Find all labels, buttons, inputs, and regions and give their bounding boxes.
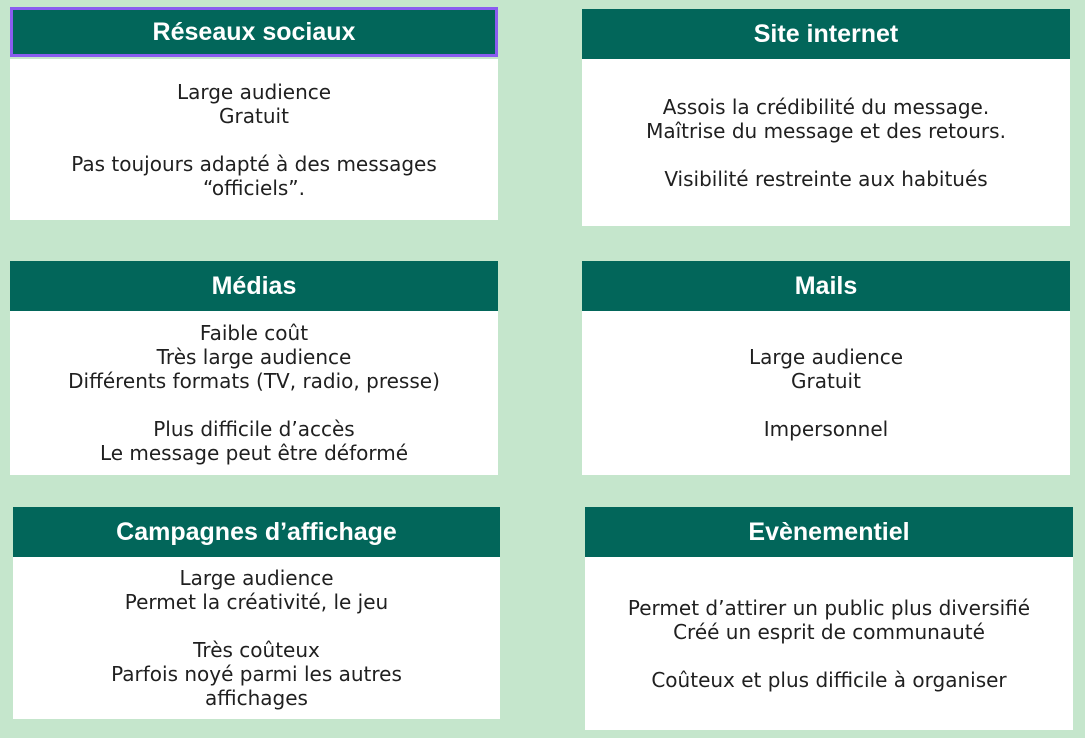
cons-list [111,638,402,710]
pros-list [177,80,331,128]
pro-item: Large audience [179,566,334,590]
pro-item: Assois la crédibilité du message. [662,94,990,119]
pros-list [628,596,1030,644]
con-item: Parfois noyé parmi les autres [111,662,402,686]
card-title: Médias [10,261,498,311]
pro-item: Large audience [176,79,332,104]
cons-list [651,668,1006,692]
con-item: Très coûteux [193,638,320,662]
con-item: Le message peut être déformé [99,441,409,465]
card-mails[interactable] [582,261,1070,475]
card-title: Campagnes d’affichage [13,507,500,557]
card-site-internet[interactable] [582,9,1070,226]
con-item: Plus difficile d’accès [153,417,355,441]
cons-list [764,417,888,441]
card-title: Réseaux sociaux [10,7,498,57]
con-item: Pas toujours adapté à des messages [71,151,437,176]
card-body [582,59,1070,226]
card-title: Evènementiel [585,507,1073,557]
pro-item: Large audience [748,345,904,369]
pro-item: Différents formats (TV, radio, presse) [68,369,440,393]
pro-item: Maîtrise du message et des retours. [646,118,1006,143]
con-item: Visibilité restreinte aux habitués [664,166,988,191]
cons-list [664,167,987,191]
pros-list [125,566,388,614]
card-reseaux-sociaux[interactable] [10,7,498,220]
card-body [582,311,1070,475]
card-body [10,311,498,475]
pros-list [646,95,1006,143]
pro-item: Faible coût [199,321,309,345]
pro-item: Permet d’attirer un public plus diversifié [627,595,1031,620]
con-item: Coûteux et plus difficile à organiser [651,667,1007,692]
pros-list [749,345,903,393]
con-item: Impersonnel [763,417,889,441]
con-item: affichages [205,686,308,710]
pro-item: Permet la créativité, le jeu [124,590,389,614]
card-body [585,557,1073,730]
pro-item: Gratuit [791,369,861,393]
con-item: “officiels”. [202,175,306,200]
cons-list [100,417,408,465]
card-body [10,59,498,220]
card-campagnes-affichage[interactable] [13,507,500,719]
card-title: Site internet [582,9,1070,59]
card-title: Mails [582,261,1070,311]
pro-item: Très large audience [156,345,352,369]
card-evenementiel[interactable] [585,507,1073,730]
pro-item: Créé un esprit de communauté [673,619,985,644]
cons-list [71,152,437,200]
pros-list [68,321,440,393]
card-body [13,557,500,719]
pro-item: Gratuit [219,103,289,128]
card-medias[interactable] [10,261,498,475]
